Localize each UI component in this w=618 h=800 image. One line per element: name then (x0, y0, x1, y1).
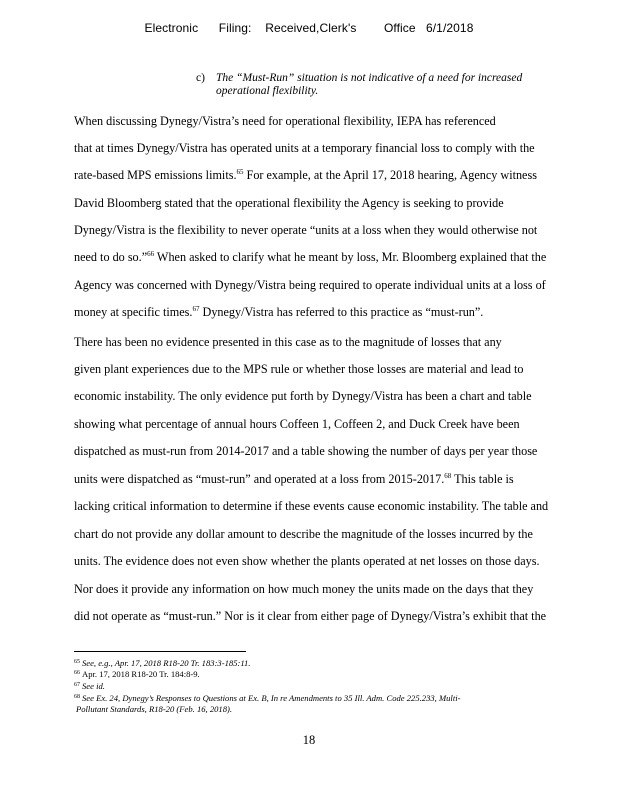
footnote: Pollutant Standards, R18-20 (Feb. 16, 2018). (76, 704, 233, 714)
body-line: chart do not provide any dollar amount to describe the magnitude of the losses incurred by the (74, 527, 533, 541)
body-line: that at times Dynegy/Vistra has operated units at a temporary financial loss to comply with the (74, 141, 535, 155)
body-line: Nor does it provide any information on how much money the units made on the days that they (74, 582, 534, 596)
footnote-ref: 68 (444, 472, 452, 480)
body-line: David Bloomberg stated that the operational flexibility the Agency is seeking to provide (74, 196, 504, 210)
body-line: economic instability. The only evidence put forth by Dynegy/Vistra has been a chart and table (74, 389, 532, 403)
body-line: dispatched as must-run from 2014-2017 and a table showing the number of days per year those (74, 444, 538, 458)
body-line: Dynegy/Vistra is the flexibility to never operate “units at a loss when they would otherwise not (74, 223, 538, 237)
footnote: $^{66}$ Apr. 17, 2018 R18-20 Tr. 184:8-9. (74, 669, 200, 679)
body-line: did not operate as “must-run.” Nor is it clear from either page of Dynegy/Vistra’s exhibit that the (74, 609, 547, 623)
footnote: $^{68}$ See Ex. 24, Dynegy’s Responses to Questions at Ex. B, In re Amendments to 35 Ill. Adm. Code 225.233, Multi- (74, 693, 461, 703)
footnote-ref: 67 (192, 305, 200, 313)
footnote-ref: 66 (147, 250, 155, 258)
body-line: need to do so.”$^{66}$ When asked to clarify what he meant by loss, Mr. Bloomberg explained that the (74, 250, 547, 264)
footnote: $^{65}$ See, e.g., Apr. 17, 2018 R18-20 Tr. 183:3-185:11. (74, 658, 251, 668)
body-line: lacking critical information to determine if these events cause economic instability. The table and (74, 499, 549, 513)
page-number: 18 (302, 733, 316, 747)
footnote-ref: 65 (236, 168, 244, 176)
body-line: Agency was concerned with Dynegy/Vistra being required to operate individual units at a loss of (74, 278, 546, 292)
filing-header: Electronic Filing: Received,Clerk's Office 6/1/2018 (144, 21, 474, 35)
subheading-line-2: operational flexibility. (216, 85, 319, 97)
section-subheading (196, 72, 536, 98)
body-line: showing what percentage of annual hours Coffeen 1, Coffeen 2, and Duck Creek have been (74, 417, 520, 431)
subheading-line-1: The “Must-Run” situation is not indicative of a need for increased (216, 72, 523, 84)
footnote: $^{67}$ See id. (74, 681, 105, 691)
body-line: units. The evidence does not even show whether the plants operated at net losses on those days. (74, 554, 540, 568)
body-line: There has been no evidence presented in this case as to the magnitude of losses that any (74, 335, 502, 349)
body-line: rate-based MPS emissions limits.$^{65}$ For example, at the April 17, 2018 hearing, Agency witness (74, 168, 537, 182)
body-line: When discussing Dynegy/Vistra’s need for operational flexibility, IEPA has referenced (74, 114, 496, 128)
body-line: money at specific times.$^{67}$ Dynegy/Vistra has referred to this practice as “must-run”. (74, 305, 484, 319)
body-line: given plant experiences due to the MPS rule or whether those losses are material and lead to (74, 362, 524, 376)
footnote-divider (74, 651, 246, 652)
body-line: units were dispatched as “must-run” and operated at a loss from 2015-2017.68 This table is (74, 472, 514, 486)
subheading-marker: c) (196, 72, 205, 84)
